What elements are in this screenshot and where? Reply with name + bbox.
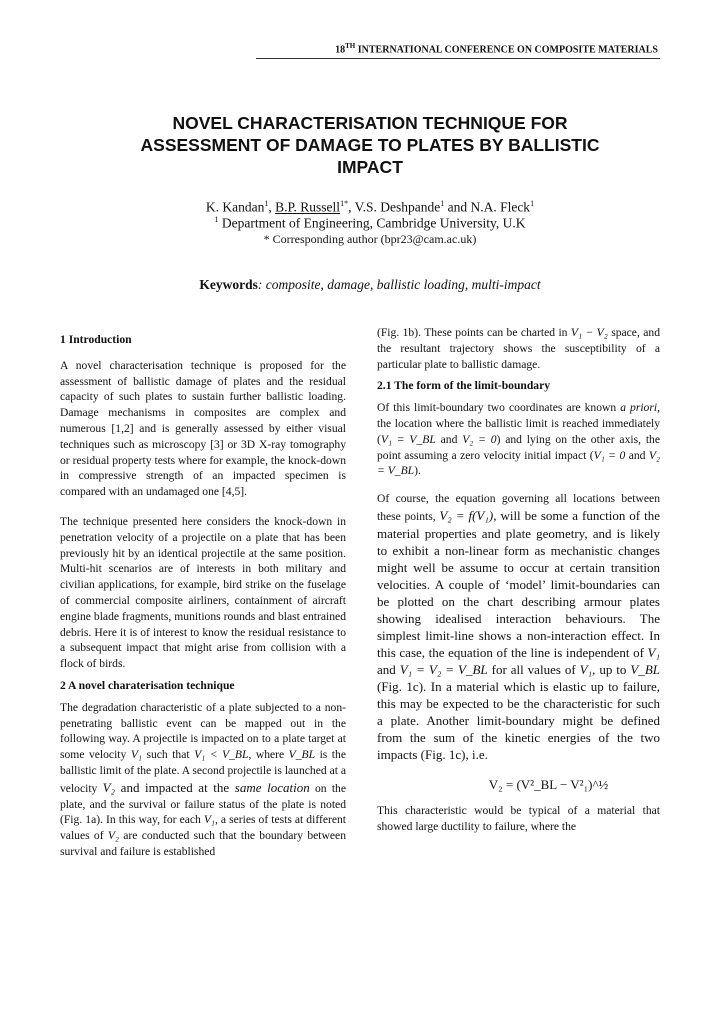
author-4-affil: 1 (530, 199, 535, 208)
keywords-text: : composite, damage, ballistic loading, multi-impact (257, 277, 541, 292)
kinetic-energy-equation: V₂ = (V²_BL − V²₁)^½ (488, 777, 609, 793)
ductility-paragraph: This characteristic would be typical of a material that showed large ductility to failure, where the (377, 803, 660, 833)
author-3-affil: 1 (440, 199, 445, 208)
paper-title (60, 112, 680, 178)
section-heading-technique: 2 A novel charaterisation technique (60, 678, 235, 692)
author-3: , V.S. Deshpande (348, 199, 441, 215)
affiliation (60, 211, 680, 232)
author-list: K. Kandan$^1$, B.P. Russell$^{1*}$, V.S. Deshpande$^1$ and N.A. Fleck$^1$ (205, 199, 535, 215)
section-heading-limit-boundary: 2.1 The form of the limit-boundary (377, 379, 551, 393)
author-1-affil: 1 (264, 199, 269, 208)
corresponding-author: * Corresponding author (bpr23@cam.ac.uk) (263, 232, 477, 246)
limit-boundary-paragraph-2: Of course, the equation governing all locations between these points, V₂ = f(V₁), will be some a function of the material properties and plate geometry, and is likely to exhibit a non-linear form as mechanistic changes might well be assume to occur at certain transition velocities. A couple of ‘model’ limit-boundaries can be plotted on the chart describing armour plates showing idealised interaction behaviours. The simplest limit-line shows a non-interaction effect. In this case, the equation of the line is independent of V₁ and V₁ = V₂ = V_BL for all values of V₁, up to V_BL (Fig. 1c). In a material which is elastic up to failure, this may be expected to be the characteristic for such a plate. Another limit-boundary might be defined from the sum of the kinetic energies of the two impacts (Fig. 1c), i.e. (377, 492, 660, 763)
title-line-1: NOVEL CHARACTERISATION TECHNIQUE FOR (172, 113, 568, 133)
right-column (377, 325, 660, 835)
intro-paragraph-2: The technique presented here considers the knock-down in penetration velocity of a projectile on a plate that has been previously hit by an identical projectile at the same position. Multi-hit scenarios are of interests in both military and civilian applications, for example, bird strike on the fuselage of commercial composite airliners, containment of aircraft engine blade fragments, munitions rounds and blast entrained debris. Here it is of interest to know the residual resistance to a subsequent impact that might arise from collision with a flock of birds. (60, 514, 346, 671)
intro-paragraph-1: A novel characterisation technique is proposed for the assessment of ballistic damage of plates and the residual capacity of such plates to sustain further ballistic loading. Damage mechanisms in composites are complex and numerous [1,2] and is generally assessed by either visual techniques such as microscopy [3] or 3D X-ray tomography or residual property tests where for example, the knock-down in compressive strength of an impacted specimen is compared with an undamaged one [4,5]. (60, 358, 346, 499)
author-2-affil: 1* (340, 199, 349, 208)
header-text: INTERNATIONAL CONFERENCE ON COMPOSITE MATERIALS (355, 44, 658, 56)
technique-paragraph: The degradation characteristic of a plate subjected to a non-penetrating ballistic event can be mapped out in the following way. A projectile is impacted on to a plate target at some velocity V₁ such that V₁ < V_BL, where V_BL is the ballistic limit of the plate. A second projectile is launched at a velocity V₂ and impacted at the same location on the plate, and the survival or failure status of the plate is noted (Fig. 1a). In this way, for each V₁, a series of tests at different values of V₂ are conducted such that the boundary between survival and failure is established (60, 700, 347, 858)
author-2: B.P. Russell (275, 199, 341, 215)
author-4: and N.A. Fleck (444, 199, 531, 215)
affiliation-text: Department of Engineering, Cambridge University, U.K (218, 215, 526, 231)
left-column (60, 332, 346, 860)
author-1: K. Kandan (205, 199, 265, 215)
header-ordinal-suffix: TH (345, 42, 356, 50)
header-rule (256, 58, 660, 59)
section-heading-introduction: 1 Introduction (60, 333, 132, 346)
title-line-2: ASSESSMENT OF DAMAGE TO PLATES BY BALLISTIC (140, 135, 600, 155)
limit-boundary-paragraph-1: Of this limit-boundary two coordinates are known a priori, the location where the ballistic limit is reached immediately (V₁ = V_BL and V₂ = 0) and lying on the other axis, the point assuming a zero velocity initial impact (V₁ = 0 and V₂ = V_BL). (377, 401, 660, 478)
header-ordinal: 18 (335, 44, 346, 56)
keywords (60, 277, 680, 293)
chart-paragraph: (Fig. 1b). These points can be charted in V₁ − V₂ space, and the resultant trajectory shows the susceptibility of a particular plate to ballistic damage. (377, 326, 660, 371)
affiliation-marker: 1 (214, 215, 219, 224)
title-line-3: IMPACT (337, 157, 403, 177)
keywords-label: Keywords (199, 277, 258, 292)
